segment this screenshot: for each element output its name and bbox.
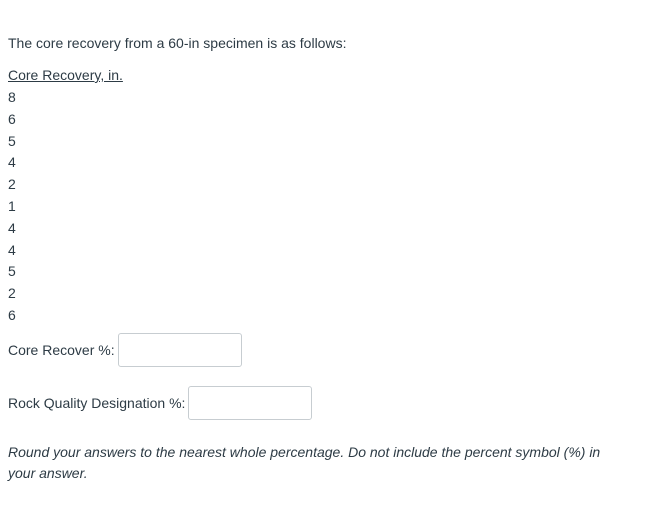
rqd-row bbox=[8, 386, 312, 420]
rounding-note: Round your answers to the nearest whole percentage. Do not include the percent symbol (%) in your answer. bbox=[8, 444, 601, 481]
core-recovery-label: Core Recover %: bbox=[8, 342, 115, 358]
list-item: 4 bbox=[8, 219, 16, 236]
list-item: 8 bbox=[8, 89, 16, 105]
list-item: 1 bbox=[8, 197, 16, 214]
list-item: 2 bbox=[8, 285, 16, 302]
list-item: 6 bbox=[8, 306, 16, 323]
core-recovery-list bbox=[8, 88, 16, 328]
list-item: 5 bbox=[8, 132, 16, 149]
list-item: 4 bbox=[8, 154, 16, 171]
list-item: 6 bbox=[8, 110, 16, 127]
core-recovery-header: Core Recovery, in. bbox=[8, 67, 123, 83]
list-item: 4 bbox=[8, 241, 16, 258]
list-item: 2 bbox=[8, 176, 16, 193]
core-recovery-row bbox=[8, 333, 242, 367]
list-item: 5 bbox=[8, 263, 16, 280]
rqd-label: Rock Quality Designation %: bbox=[8, 395, 186, 411]
rqd-input[interactable] bbox=[188, 386, 312, 420]
question-intro: The core recovery from a 60-in specimen is as follows: bbox=[8, 35, 347, 51]
core-recovery-input[interactable] bbox=[118, 333, 242, 367]
